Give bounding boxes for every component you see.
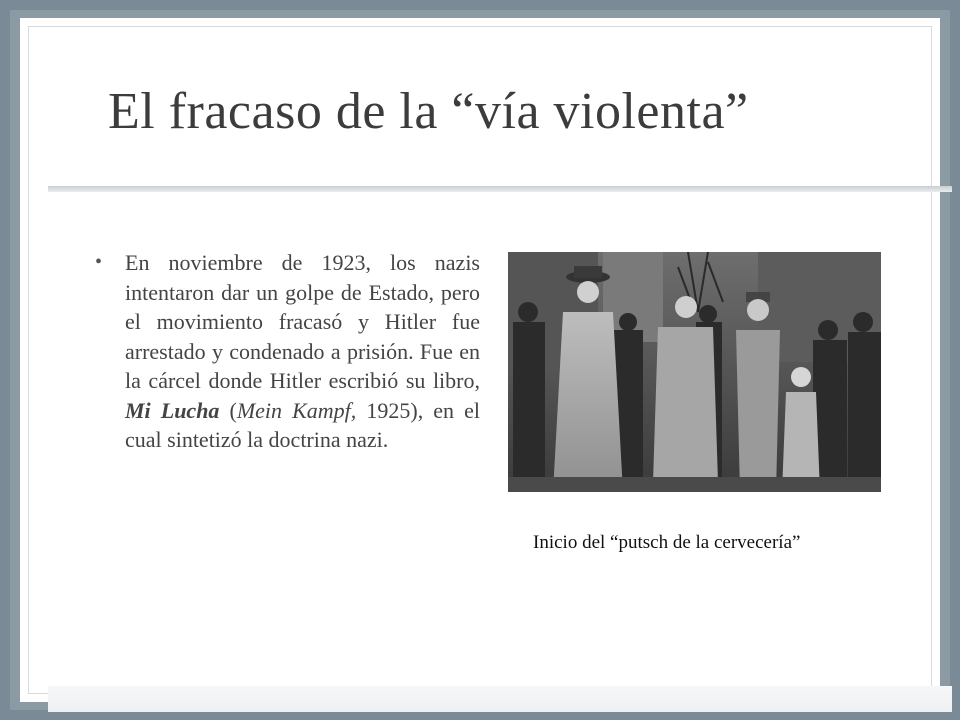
book-original-title: Mein Kampf, bbox=[236, 397, 357, 423]
title-divider bbox=[48, 186, 952, 192]
paragraph-text-3: 1925), en el cual sintetizó la doctrina nazi. bbox=[125, 397, 480, 452]
slide bbox=[20, 18, 940, 702]
slide-title: El fracaso de la “vía violenta” bbox=[108, 83, 749, 140]
book-title: Mi Lucha bbox=[125, 397, 220, 423]
paragraph-text-2: ( bbox=[219, 397, 237, 423]
photo-caption: Inicio del “putsch de la cervecería” bbox=[533, 532, 801, 553]
footer-band bbox=[48, 686, 952, 712]
bullet-marker: • bbox=[95, 251, 103, 273]
bullet-paragraph bbox=[95, 248, 480, 455]
paragraph-text-1: En noviembre de 1923, los nazis intentaron dar un golpe de Estado, pero el movimiento fracasó y Hitler fue arrestado y condenado a prisión. Fue en la cárcel donde Hitler escribió su libro, bbox=[125, 250, 480, 393]
historical-photo bbox=[508, 252, 881, 492]
